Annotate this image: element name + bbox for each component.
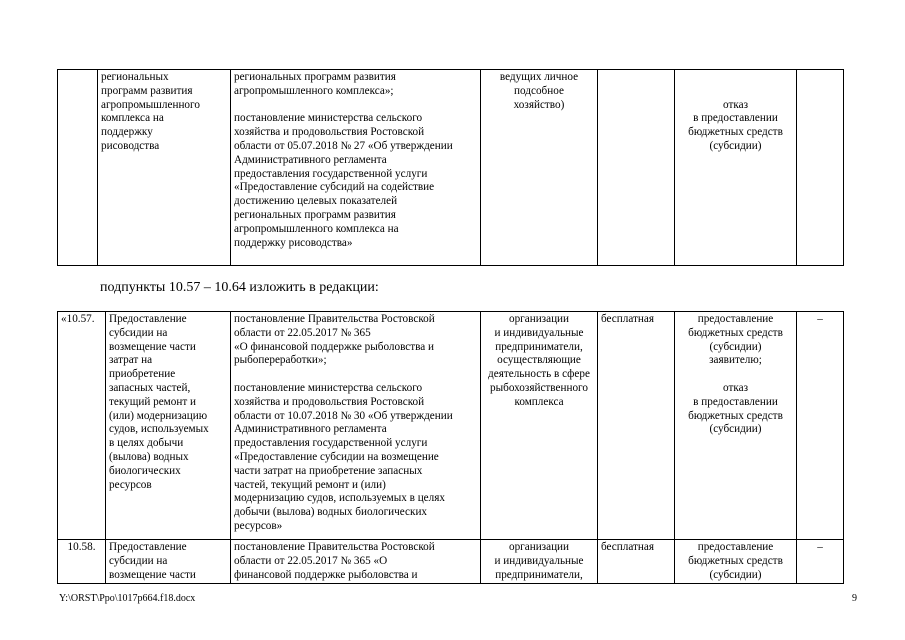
result: предоставление бюджетных средств (субсидии) bbox=[675, 540, 797, 584]
section-heading: подпункты 10.57 – 10.64 изложить в редакции: bbox=[100, 280, 379, 295]
fee bbox=[598, 70, 675, 266]
service-name: Предоставление субсидии на возмещение части bbox=[106, 540, 231, 584]
result: отказ в предоставлении бюджетных средств (субсидии) bbox=[675, 70, 797, 266]
table-row bbox=[58, 70, 844, 266]
page-number: 9 bbox=[852, 593, 857, 604]
service-name: региональных программ развития агропромышленного комплекса на поддержку рисоводства bbox=[98, 70, 231, 266]
row-number: «10.57. bbox=[58, 312, 106, 540]
fee: бесплатная bbox=[598, 312, 675, 540]
table-row bbox=[58, 540, 844, 584]
row-number bbox=[58, 70, 98, 266]
extra: – bbox=[797, 312, 844, 540]
legal-basis: региональных программ развития агропромышленного комплекса»; постановление министерства сельского хозяйства и продовольствия Ростовской области от 05.07.2018 № 27 «Об утверждении Административного регламента предоставления государственной услуги «Предоставление субсидий на содействие достижению целевых показателей региональных программ развития агропромышленного комплекса на поддержку рисоводства» bbox=[231, 70, 481, 266]
document-path: Y:\ORST\Ppo\1017p664.f18.docx bbox=[59, 593, 196, 604]
legal-basis: постановление Правительства Ростовской области от 22.05.2017 № 365 «О финансовой поддержке рыболовства и bbox=[231, 540, 481, 584]
bottom-table bbox=[57, 311, 844, 584]
recipients: организации и индивидуальные предприниматели, осуществляющие деятельность в сфере рыбохозяйственного комплекса bbox=[481, 312, 598, 540]
result: предоставление бюджетных средств (субсидии) заявителю; отказ в предоставлении бюджетных средств (субсидии) bbox=[675, 312, 797, 540]
legal-basis: постановление Правительства Ростовской области от 22.05.2017 № 365 «О финансовой поддержке рыболовства и рыбопереработки»; постановление министерства сельского хозяйства и продовольствия Ростовской области от 10.07.2018 № 30 «Об утверждении Административного регламента предоставления государственной услуги «Предоставление субсидии на возмещение части затрат на приобретение запасных частей, текущий ремонт и (или) модернизацию судов, используемых в целях добычи (вылова) водных биологических ресурсов» bbox=[231, 312, 481, 540]
service-name: Предоставление субсидии на возмещение части затрат на приобретение запасных частей, текущий ремонт и (или) модернизацию судов, используемых в целях добычи (вылова) водных биологических ресурсов bbox=[106, 312, 231, 540]
extra bbox=[797, 70, 844, 266]
extra: – bbox=[797, 540, 844, 584]
top-table bbox=[57, 69, 844, 266]
recipients: организации и индивидуальные предприниматели, bbox=[481, 540, 598, 584]
table-row bbox=[58, 312, 844, 540]
row-number: 10.58. bbox=[58, 540, 106, 584]
recipients: ведущих личное подсобное хозяйство) bbox=[481, 70, 598, 266]
fee: бесплатная bbox=[598, 540, 675, 584]
